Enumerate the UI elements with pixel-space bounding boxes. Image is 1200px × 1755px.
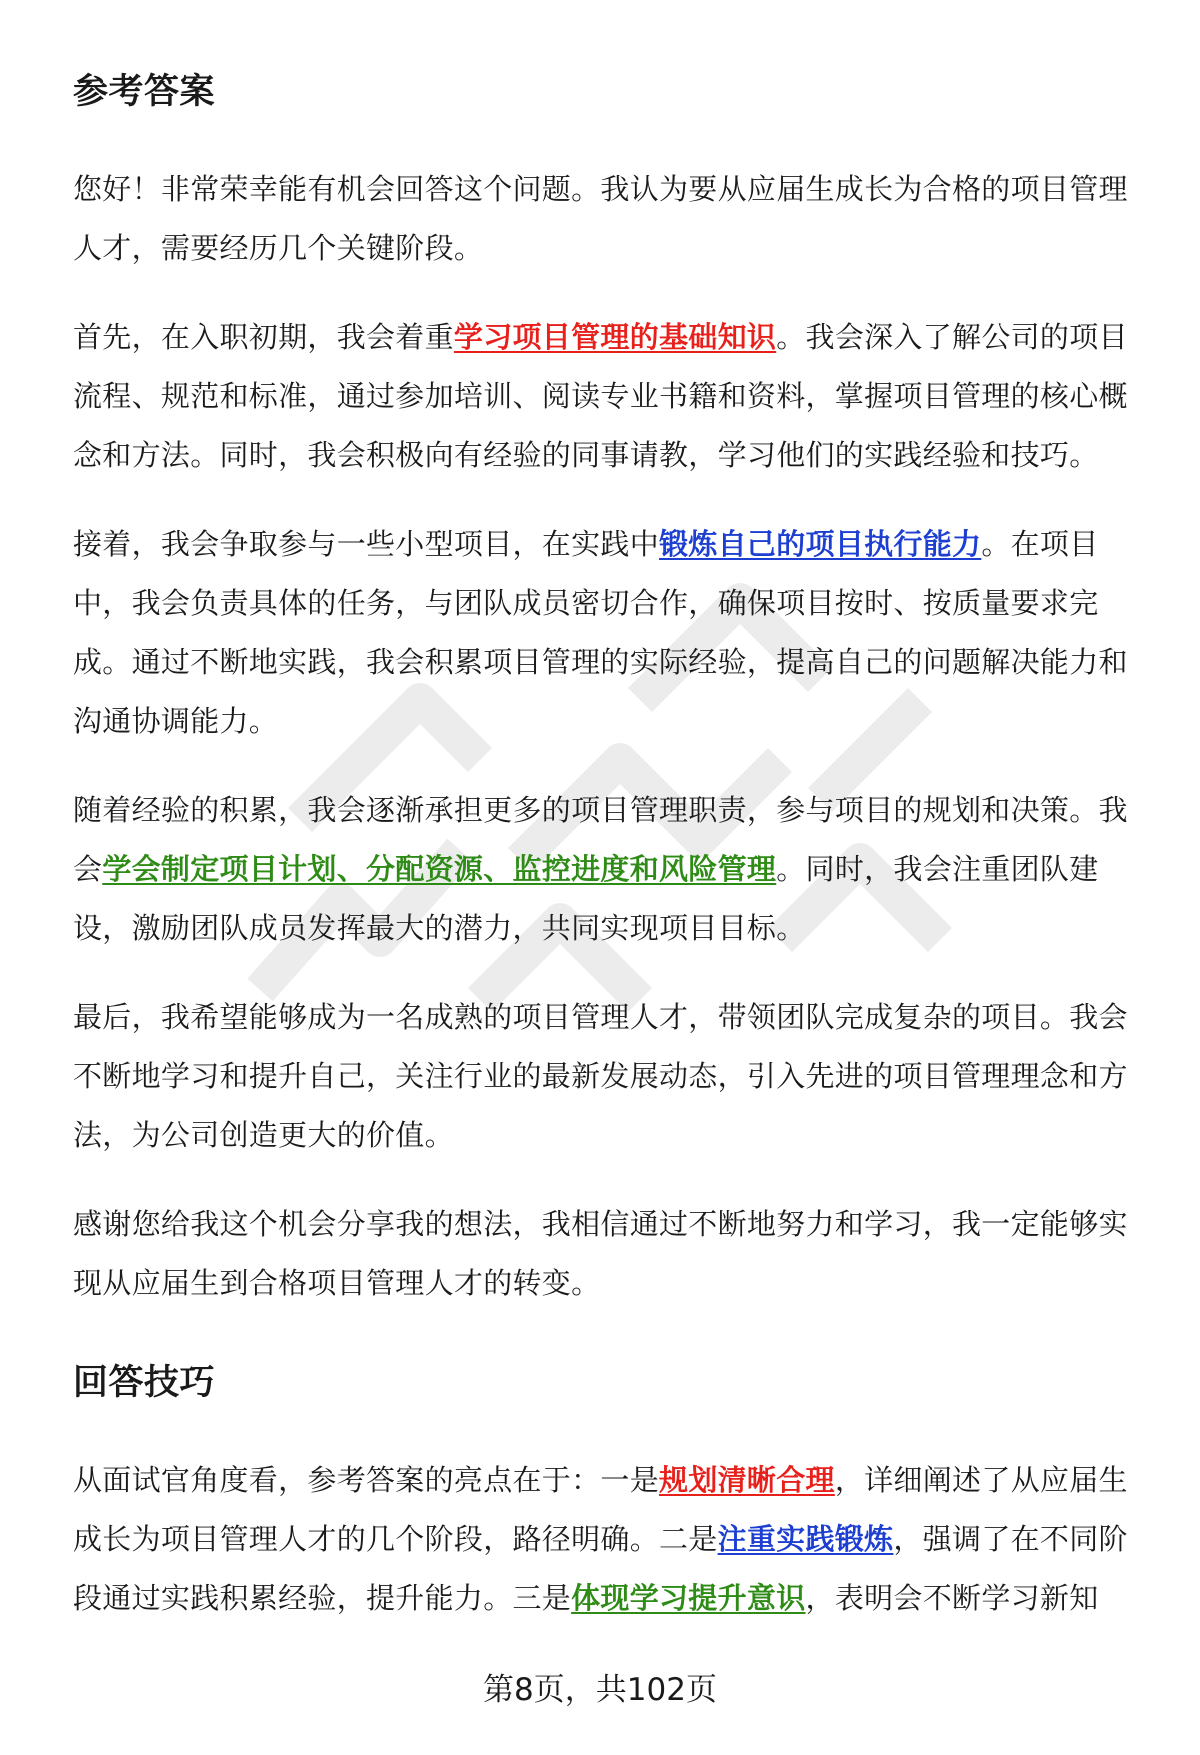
body-paragraph [73,1451,1147,1628]
text-run: 最后，我希望能够成为一名成熟的项目管理人才，带领团队完成复杂的项目。我会不断地学习和提升自己，关注行业的最新发展动态，引入先进的项目管理理念和方法，为公司创造更大的价值。 [73,1000,1128,1152]
body-paragraph [73,781,1147,958]
text-run: 随着经验的积累，我会逐渐承担更多的项目管理职责，参与项目的规划和决策。我会 [73,793,1128,886]
highlighted-phrase: 学会制定项目计划、分配资源、监控进度和风险管理 [102,852,777,886]
text-run: ，表明会不断学习新知 [805,1581,1099,1615]
body-paragraph [73,160,1147,278]
text-run: 首先，在入职初期，我会着重 [73,320,454,354]
highlighted-phrase: 锻炼自己的项目执行能力 [659,527,982,561]
text-run: 。我会深入了解公司的项目流程、规范和标准，通过参加培训、阅读专业书籍和资料，掌握项目管理的核心概念和方法。同时，我会积极向有经验的同事请教，学习他们的实践经验和技巧。 [73,320,1128,472]
highlighted-phrase: 学习项目管理的基础知识 [453,320,777,354]
highlighted-phrase: 注重实践锻炼 [717,1522,894,1556]
text-run: ，详细阐述了从应届生成长为项目管理人才的几个阶段，路径明确。二是 [73,1463,1128,1556]
page-number-footer: 第8页，共102页 [483,1672,717,1708]
text-run: 从面试官角度看，参考答案的亮点在于：一是 [73,1463,660,1497]
text-run: 您好！非常荣幸能有机会回答这个问题。我认为要从应届生成长为合格的项目管理人才，需要经历几个关键阶段。 [73,172,1128,265]
highlighted-phrase: 规划清晰合理 [659,1463,835,1497]
text-run: 。在项目中，我会负责具体的任务，与团队成员密切合作，确保项目按时、按质量要求完成。通过不断地实践，我会积累项目管理的实际经验，提高自己的问题解决能力和沟通协调能力。 [73,527,1128,738]
highlighted-phrase: 体现学习提升意识 [571,1581,806,1615]
document-sections [73,68,1147,1628]
body-paragraph [73,988,1147,1165]
section-heading: 回答技巧 [73,1363,216,1403]
text-run: ，强调了在不同阶段通过实践积累经验，提升能力。三是 [73,1522,1128,1615]
text-run: 感谢您给我这个机会分享我的想法，我相信通过不断地努力和学习，我一定能够实现从应届生到合格项目管理人才的转变。 [73,1207,1128,1300]
body-paragraph [73,515,1147,751]
text-run: 。同时，我会注重团队建设，激励团队成员发挥最大的潜力，共同实现项目目标。 [73,852,1099,945]
body-paragraph [73,308,1147,485]
document-body [73,68,1147,1628]
text-run: 接着，我会争取参与一些小型项目，在实践中 [73,527,660,561]
body-paragraph [73,1195,1147,1313]
section-heading: 参考答案 [73,72,216,112]
